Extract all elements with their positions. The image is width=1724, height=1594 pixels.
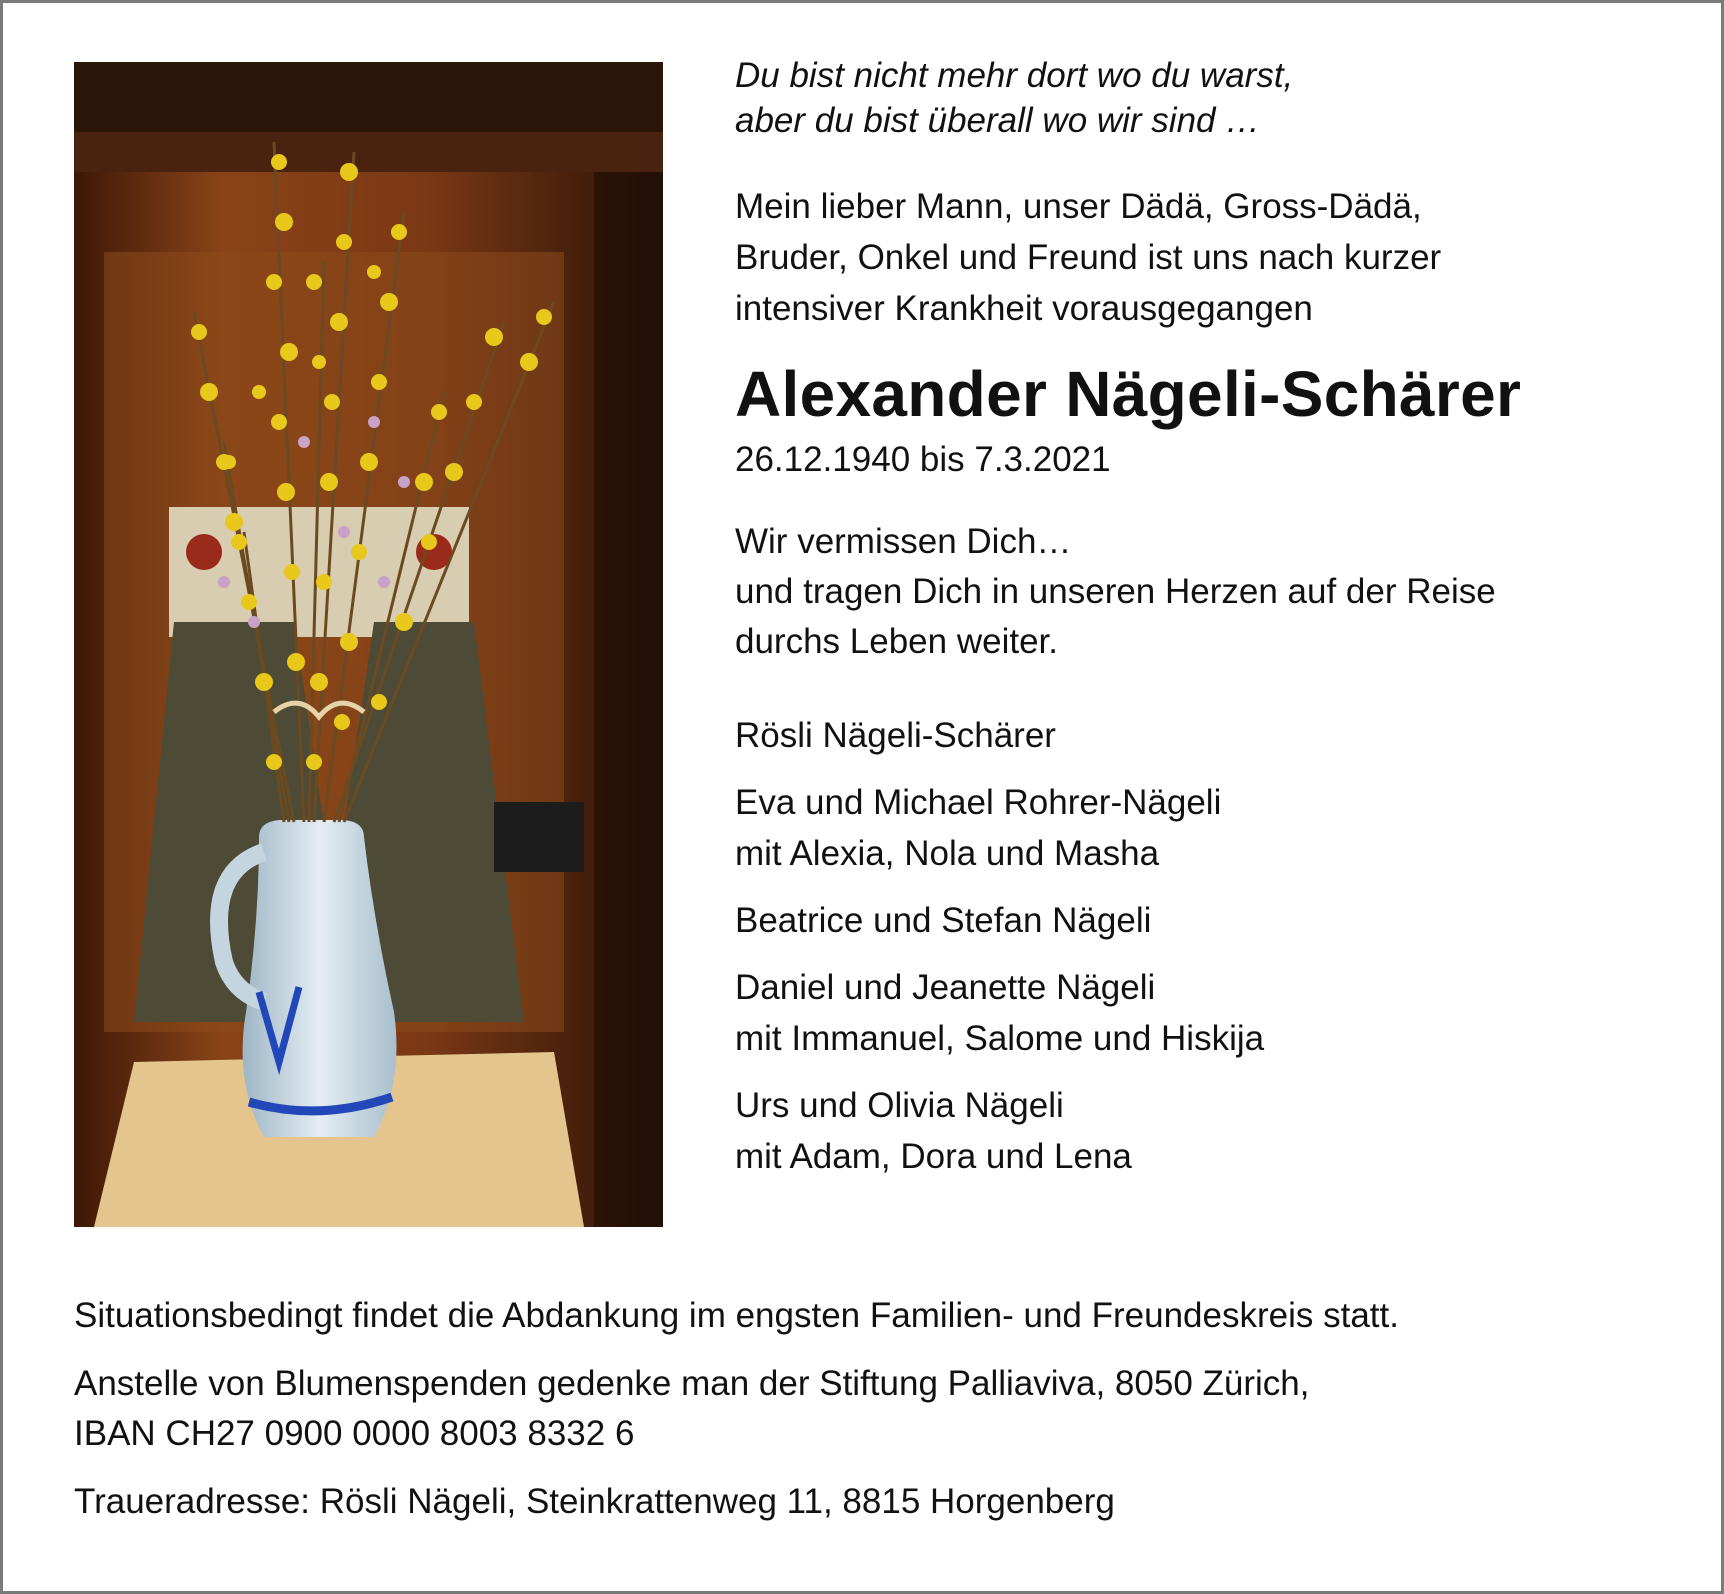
missing-line: und tragen Dich in unseren Herzen auf der Reise xyxy=(735,572,1496,611)
mourner-entry xyxy=(735,962,1695,1064)
obituary-text-column xyxy=(735,53,1695,1198)
donation-note xyxy=(74,1359,1694,1459)
ceremony-note: Situationsbedingt findet die Abdankung im engsten Familien- und Freundeskreis statt. xyxy=(74,1296,1399,1335)
mourner-name: Urs und Olivia Nägeli xyxy=(735,1086,1064,1125)
missing-message xyxy=(735,517,1695,667)
memorial-quote xyxy=(735,53,1695,143)
intro-line: Mein lieber Mann, unser Dädä, Gross-Dädä, xyxy=(735,187,1422,226)
mourner-entry xyxy=(735,1080,1695,1182)
mourner-name: Eva und Michael Rohrer-Nägeli xyxy=(735,783,1222,822)
intro-text xyxy=(735,181,1695,334)
missing-line: durchs Leben weiter. xyxy=(735,622,1058,661)
missing-line: Wir vermissen Dich… xyxy=(735,522,1072,561)
mourner-entry xyxy=(735,710,1695,761)
quote-line: Du bist nicht mehr dort wo du warst, xyxy=(735,56,1294,95)
obituary-notes xyxy=(74,1291,1694,1545)
mourner-children: mit Adam, Dora und Lena xyxy=(735,1137,1132,1176)
donation-line: Anstelle von Blumenspenden gedenke man der Stiftung Palliaviva, 8050 Zürich, xyxy=(74,1364,1310,1403)
mourner-entry xyxy=(735,895,1695,946)
forsythia-jug-photo xyxy=(74,62,663,1227)
life-dates: 26.12.1940 bis 7.3.2021 xyxy=(735,440,1111,479)
mourner-children: mit Immanuel, Salome und Hiskija xyxy=(735,1019,1265,1058)
mourner-children: mit Alexia, Nola und Masha xyxy=(735,834,1160,873)
deceased-name: Alexander Nägeli-Schärer xyxy=(735,358,1522,430)
mourner-name: Daniel und Jeanette Nägeli xyxy=(735,968,1156,1007)
quote-line: aber du bist überall wo wir sind … xyxy=(735,101,1261,140)
intro-line: intensiver Krankheit vorausgegangen xyxy=(735,289,1313,328)
photo-illustration xyxy=(74,62,663,1227)
mourner-name: Beatrice und Stefan Nägeli xyxy=(735,901,1152,940)
mourner-entry xyxy=(735,777,1695,879)
mourners-list xyxy=(735,710,1695,1182)
intro-line: Bruder, Onkel und Freund ist uns nach kurzer xyxy=(735,238,1442,277)
iban-line: IBAN CH27 0900 0000 8003 8332 6 xyxy=(74,1414,635,1453)
mourning-address: Traueradresse: Rösli Nägeli, Steinkrattenweg 11, 8815 Horgenberg xyxy=(74,1482,1115,1521)
mourner-name: Rösli Nägeli-Schärer xyxy=(735,716,1056,755)
